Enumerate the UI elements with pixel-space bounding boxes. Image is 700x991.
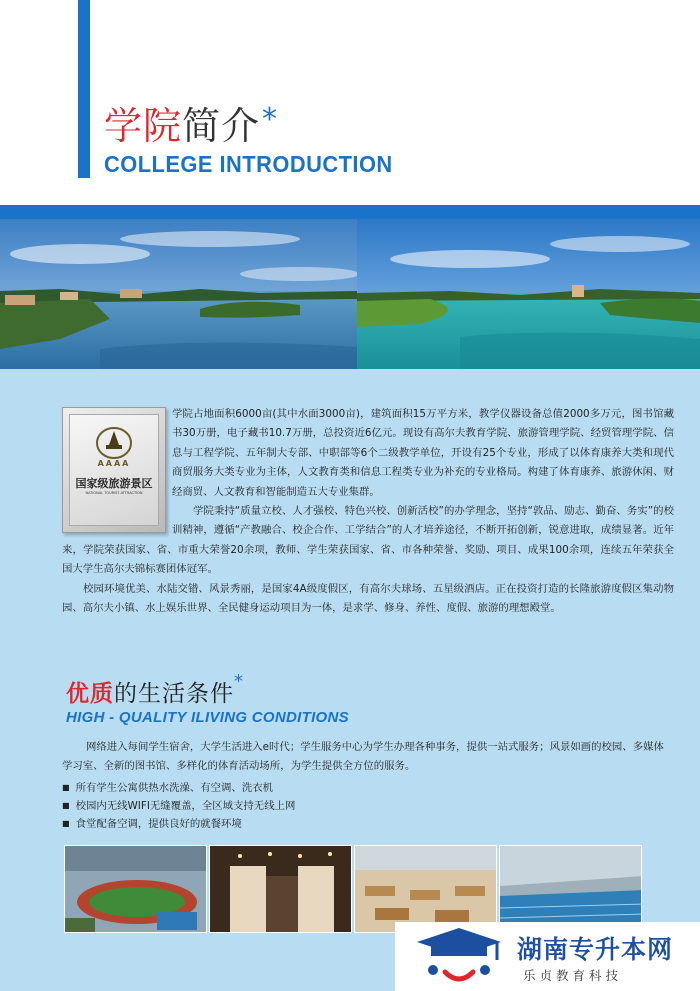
intro-paragraph-3: 校园环境优美、水陆交错、风景秀丽，是国家4A级度假区，有高尔夫球场、五星级酒店。正在投资打造的长隆旅游度假区集动物园、高尔夫小镇、水上娱乐世界、全民健身运动项目为一体，是求学、修身、养性、度假、旅游的理想殿堂。 [62, 582, 674, 615]
canteen-photo [354, 845, 497, 933]
plaque-rating: AAAA [97, 459, 131, 468]
page-title [104, 104, 278, 148]
brand-name: 湖南专升本网 [517, 935, 674, 964]
graduation-cap-icon [409, 926, 509, 988]
living-title-star: * [234, 671, 244, 692]
bullet-item: ■ 所有学生公寓供热水洗澡、有空调、洗衣机 [62, 780, 295, 798]
page-title-english: COLLEGE INTRODUCTION [104, 151, 393, 177]
plaque-title-english: NATIONAL TOURIST ATTRACTION [85, 491, 143, 495]
living-section-title [66, 671, 244, 708]
living-paragraph: 网络进入每间学生宿舍，大学生活进入e时代；学生服务中心为学生办理各种事务，提供一站式服务；风景如画的校园、多媒体学习室、全新的图书馆、多样化的体育活动场所，为学生提供全方位的服务。 [62, 741, 664, 773]
college-intro-text [62, 405, 674, 618]
plaque-title: 国家级旅游景区 [75, 477, 153, 490]
campus-panorama-image [0, 219, 700, 369]
brand-logo [395, 922, 700, 991]
title-star: * [262, 102, 279, 137]
bullet-item: ■ 校园内无线WIFI无缝覆盖，全区域支持无线上网 [62, 798, 295, 816]
title-part1: 学院 [104, 104, 183, 148]
living-title-part2: 的生活条件 [114, 681, 234, 707]
living-title-part1: 优质 [66, 681, 114, 707]
campus-photo-strip [64, 845, 642, 933]
dormitory-photo [209, 845, 352, 933]
sports-field-photo [64, 845, 207, 933]
living-bullet-list [62, 780, 295, 833]
blue-band-divider [0, 205, 700, 219]
intro-paragraph-2: 学院秉持“质量立校、人才强校、特色兴校、创新活校”的办学理念，坚持“敦品、励志、勤奋、务实”的校训精神，遵循“产教融合、校企合作、工学结合”的人才培养途径，不断开拓创新，锐意进取，成绩显著。近年来，学院荣获国家、省、市重大荣誉20余项，教师、学生荣获国家、省、市各种荣誉、奖励、项目、成果100余项，连续五年荣获全国大学生高尔夫锦标赛团体冠军。 [62, 505, 674, 576]
swimming-pool-photo [499, 845, 642, 933]
living-section-title-english: HIGH - QUALITY ILIVING CONDITIONS [66, 709, 349, 726]
title-part2: 简介 [182, 104, 261, 148]
intro-paragraph-1: 学院占地面积6000亩(其中水面3000亩)，建筑面积15万平方米，教学仪器设备总值2000多万元，图书馆藏书30万册，电子藏书10.7万册，总投资近6亿元。现设有高尔夫教育学院、旅游管理学院、经贸管理学院、信息与工程学院、五年制大专部、中职部等6个二级教学单位，开设有25个专业，形成了以体育康养大类和现代商贸服务大类专业为主体，人文教育类和信息工程类专业为补充的专业格局。构建了体育康养、旅游休闲、财经商贸、人文教育和智能制造五大专业集群。 [172, 408, 674, 498]
header-accent-bar [78, 0, 90, 178]
brand-slogan: 乐贞教育科技 [523, 968, 623, 983]
bullet-item: ■ 食堂配备空调，提供良好的就餐环境 [62, 816, 295, 834]
